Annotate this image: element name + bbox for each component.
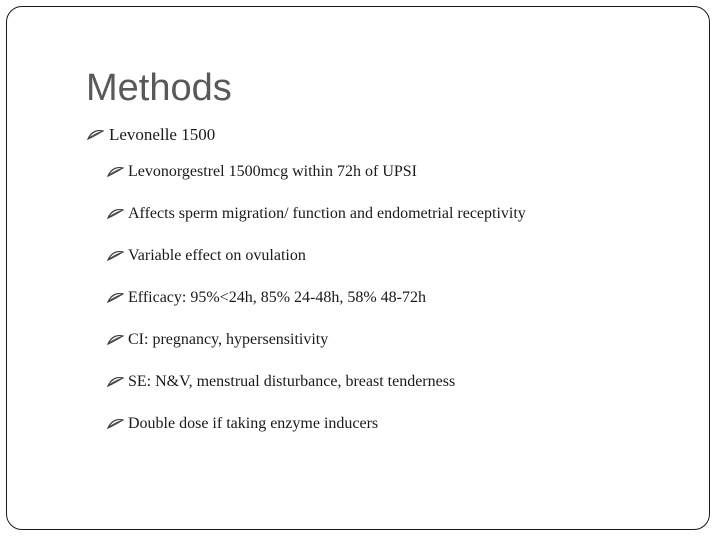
leaf-bullet-icon bbox=[107, 208, 124, 220]
list-item bbox=[107, 371, 455, 393]
list-item bbox=[107, 203, 526, 225]
list-item bbox=[107, 161, 417, 183]
list-item bbox=[107, 245, 306, 267]
leaf-bullet-icon bbox=[107, 292, 124, 304]
list-item bbox=[107, 287, 426, 309]
list-item bbox=[107, 413, 378, 435]
leaf-bullet-icon bbox=[87, 129, 104, 141]
heading-bullet-text: Levonelle 1500 bbox=[109, 125, 216, 144]
list-item-text: Affects sperm migration/ function and endometrial receptivity bbox=[128, 205, 526, 222]
list-item-text: Double dose if taking enzyme inducers bbox=[128, 415, 379, 432]
slide-title: Methods bbox=[86, 67, 232, 109]
list-item-text: CI: pregnancy, hypersensitivity bbox=[128, 331, 329, 348]
leaf-bullet-icon bbox=[107, 250, 124, 262]
list-item-text: Variable effect on ovulation bbox=[128, 247, 306, 264]
leaf-bullet-icon bbox=[107, 166, 124, 178]
list-item bbox=[107, 329, 328, 351]
leaf-bullet-icon bbox=[107, 376, 124, 388]
leaf-bullet-icon bbox=[107, 418, 124, 430]
heading-bullet bbox=[87, 124, 215, 146]
list-item-text: Efficacy: 95%<24h, 85% 24-48h, 58% 48-72h bbox=[128, 289, 426, 306]
list-item-text: SE: N&V, menstrual disturbance, breast tenderness bbox=[128, 373, 456, 390]
list-item-text: Levonorgestrel 1500mcg within 72h of UPSI bbox=[128, 163, 418, 180]
leaf-bullet-icon bbox=[107, 334, 124, 346]
slide-frame bbox=[6, 6, 710, 530]
